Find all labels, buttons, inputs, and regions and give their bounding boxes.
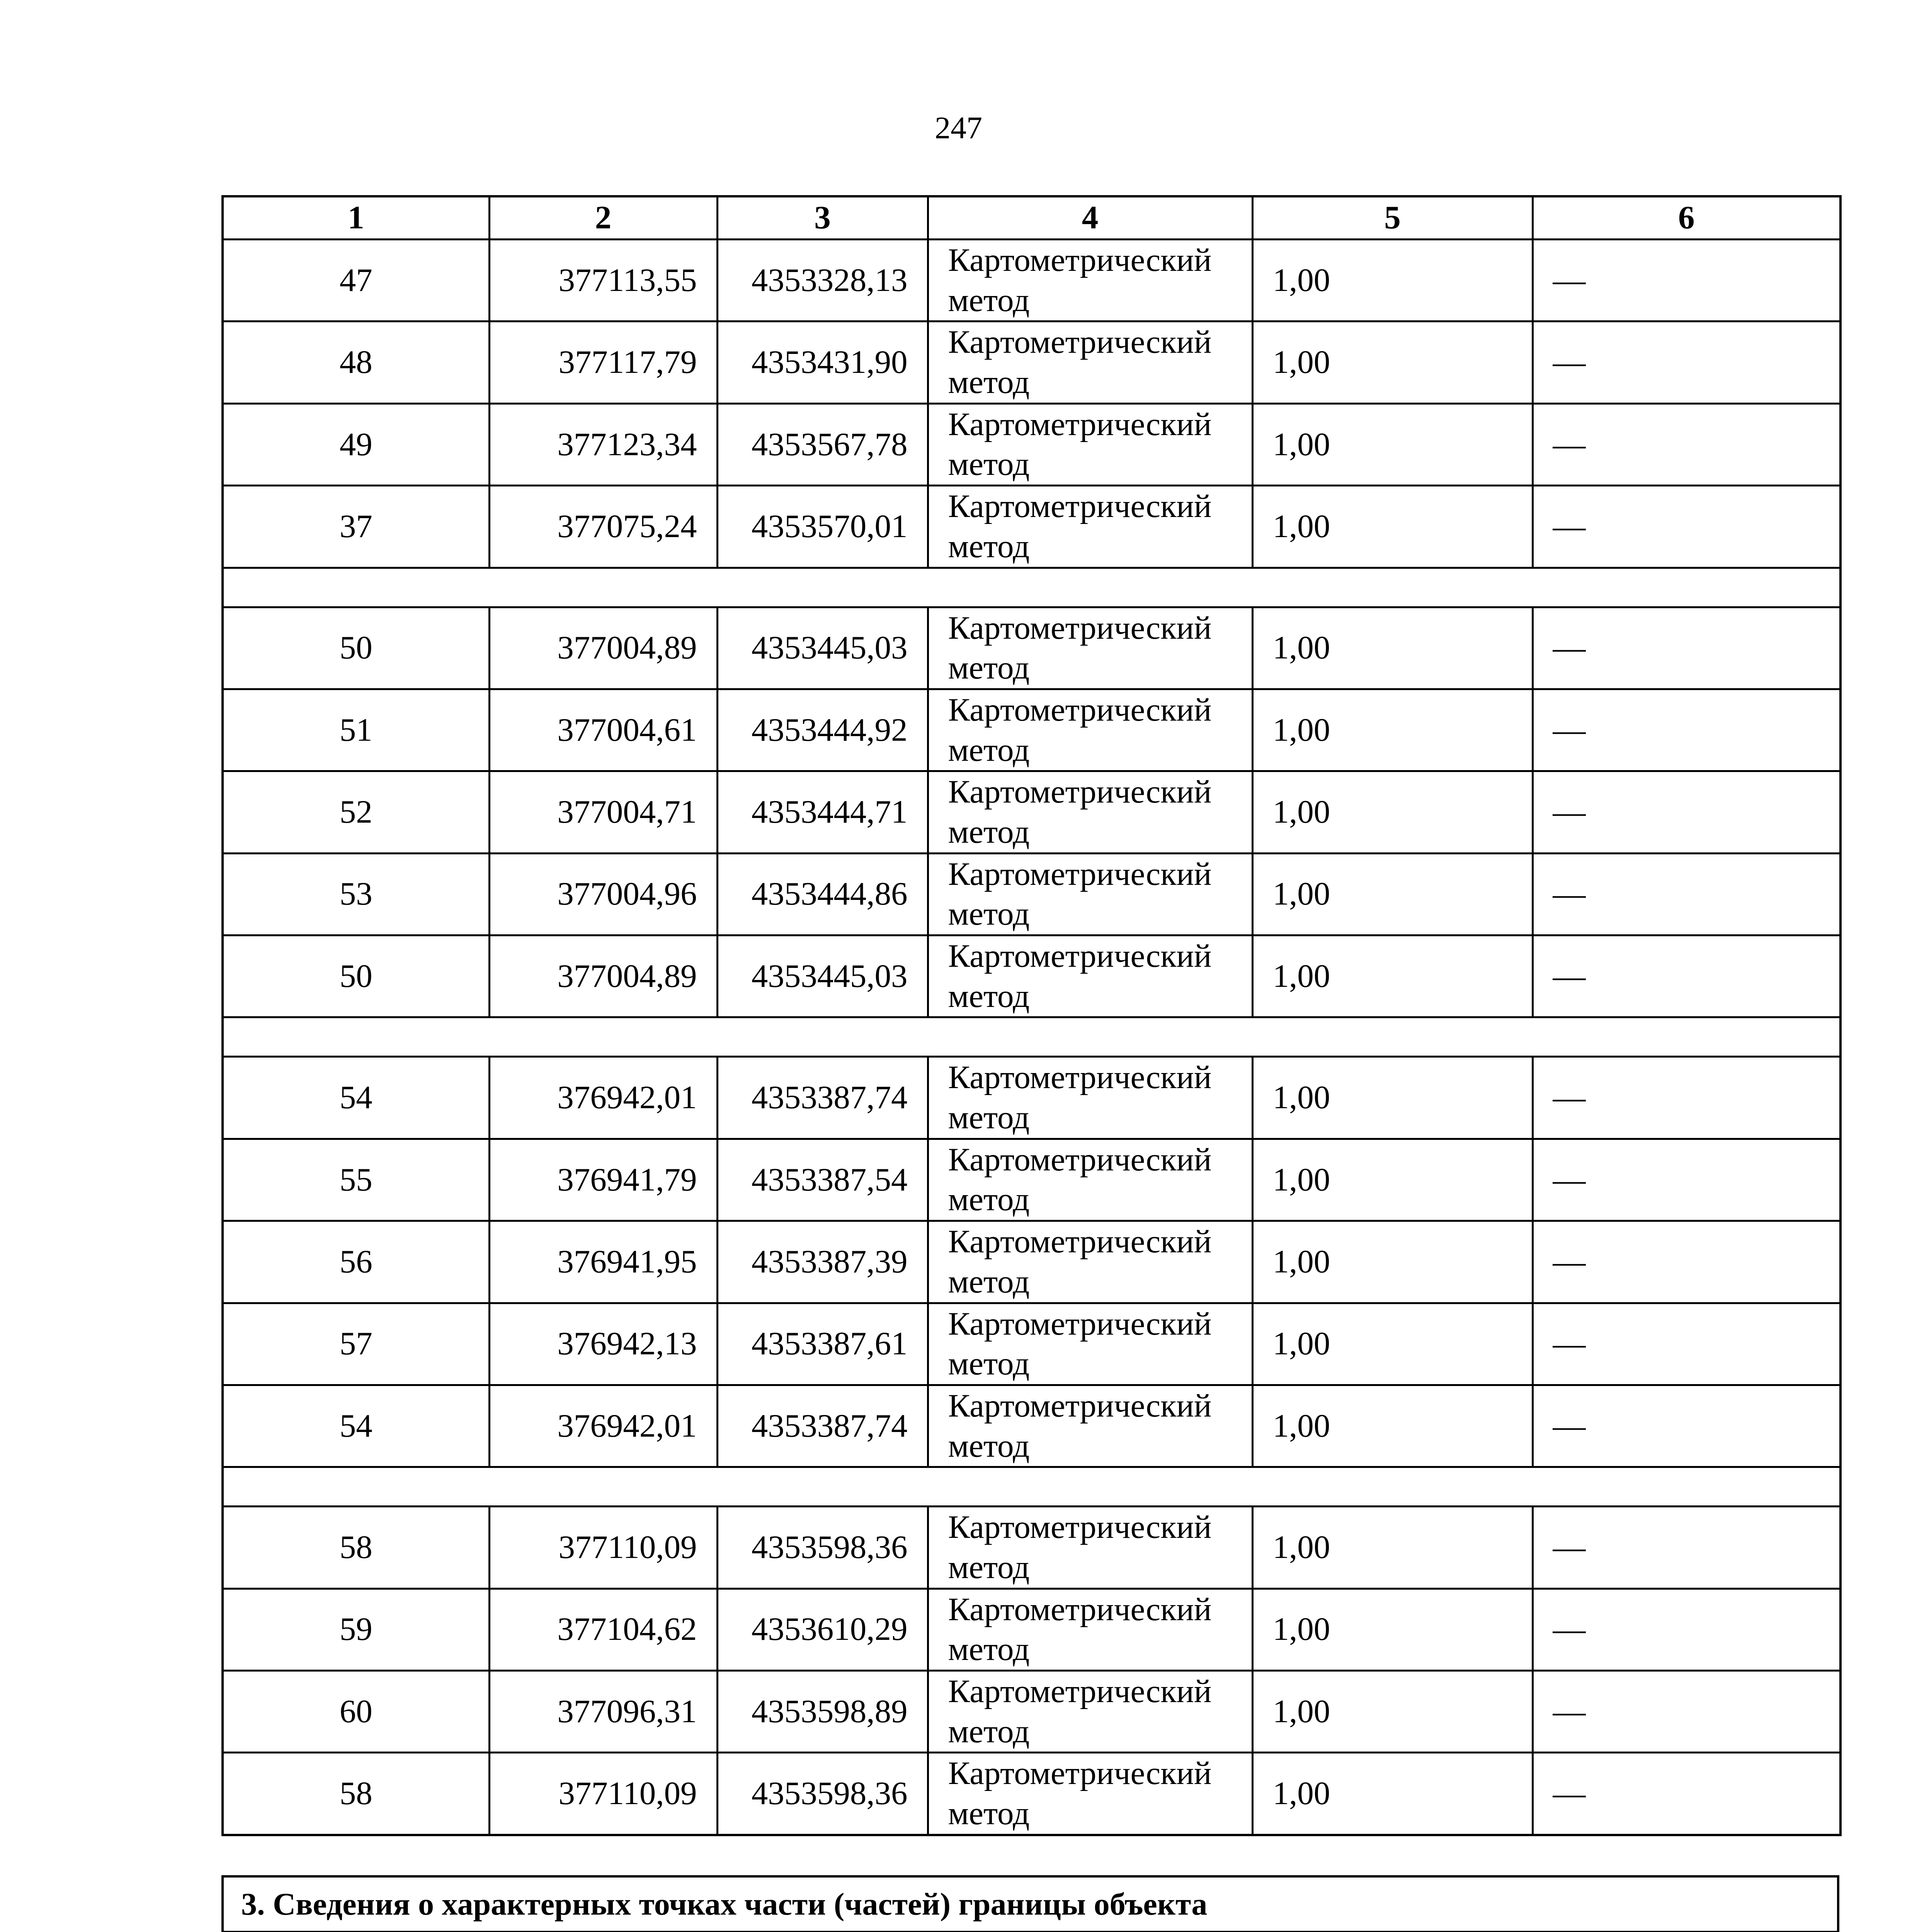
col-number: 5 [1252,196,1533,240]
accuracy-cell: 1,00 [1252,1303,1533,1385]
table-row [223,1588,1840,1670]
coord-x-cell: 377123,34 [489,403,717,485]
accuracy-cell: 1,00 [1252,689,1533,771]
coord-x-cell: 377004,96 [489,853,717,935]
coord-y-cell: 4353387,39 [717,1221,928,1303]
accuracy-cell: 1,00 [1252,1139,1533,1221]
description-cell: — [1533,1303,1840,1385]
description-cell: — [1533,1507,1840,1588]
table-row [223,240,1840,321]
method-cell: Картометрический метод [928,1057,1252,1139]
col-number: 1 [223,196,489,240]
method-cell: Картометрический метод [928,486,1252,568]
point-number-cell: 37 [223,486,489,568]
coord-x-cell: 377104,62 [489,1588,717,1670]
coord-x-cell: 376942,01 [489,1057,717,1139]
method-cell: Картометрический метод [928,1221,1252,1303]
coord-y-cell: 4353431,90 [717,321,928,403]
page-number: 247 [935,110,982,145]
description-cell: — [1533,607,1840,689]
coord-x-cell: 377004,89 [489,607,717,689]
table-row [223,853,1840,935]
point-number-cell: 53 [223,853,489,935]
coord-y-cell: 4353328,13 [717,240,928,321]
col-number: 6 [1533,196,1840,240]
accuracy-cell: 1,00 [1252,935,1533,1017]
description-cell: — [1533,240,1840,321]
method-cell: Картометрический метод [928,403,1252,485]
coord-x-cell: 376941,79 [489,1139,717,1221]
description-cell: — [1533,1221,1840,1303]
table-row [223,1753,1840,1835]
method-cell: Картометрический метод [928,853,1252,935]
accuracy-cell: 1,00 [1252,853,1533,935]
coord-x-cell: 376941,95 [489,1221,717,1303]
coord-y-cell: 4353387,74 [717,1057,928,1139]
table-row [223,486,1840,568]
point-number-cell: 47 [223,240,489,321]
method-cell: Картометрический метод [928,1588,1252,1670]
point-number-cell: 48 [223,321,489,403]
coord-y-cell: 4353445,03 [717,935,928,1017]
accuracy-cell: 1,00 [1252,771,1533,853]
point-number-cell: 54 [223,1057,489,1139]
coord-x-cell: 377096,31 [489,1671,717,1753]
method-cell: Картометрический метод [928,771,1252,853]
description-cell: — [1533,935,1840,1017]
coord-y-cell: 4353387,74 [717,1385,928,1467]
coord-x-cell: 376942,01 [489,1385,717,1467]
coord-y-cell: 4353444,86 [717,853,928,935]
method-cell: Картометрический метод [928,1671,1252,1753]
coord-y-cell: 4353610,29 [717,1588,928,1670]
coord-y-cell: 4353598,36 [717,1507,928,1588]
point-number-cell: 51 [223,689,489,771]
coord-x-cell: 377004,89 [489,935,717,1017]
coord-x-cell: 377117,79 [489,321,717,403]
point-number-cell: 57 [223,1303,489,1385]
coord-y-cell: 4353598,89 [717,1671,928,1753]
section3-title-block [221,1875,1839,1932]
description-cell: — [1533,1385,1840,1467]
accuracy-cell: 1,00 [1252,1588,1533,1670]
table-row [223,1671,1840,1753]
accuracy-cell: 1,00 [1252,403,1533,485]
coord-y-cell: 4353444,71 [717,771,928,853]
group-separator-row [223,568,1840,607]
table-row [223,1507,1840,1588]
description-cell: — [1533,1753,1840,1835]
col-number: 2 [489,196,717,240]
accuracy-cell: 1,00 [1252,321,1533,403]
coord-x-cell: 377004,71 [489,771,717,853]
coord-x-cell: 376942,13 [489,1303,717,1385]
method-cell: Картометрический метод [928,935,1252,1017]
section3-title-table [221,1875,1839,1932]
coord-x-cell: 377110,09 [489,1507,717,1588]
coord-x-cell: 377075,24 [489,486,717,568]
table-row [223,1303,1840,1385]
accuracy-cell: 1,00 [1252,1753,1533,1835]
method-cell: Картометрический метод [928,689,1252,771]
table-row [223,321,1840,403]
point-number-cell: 60 [223,1671,489,1753]
point-number-cell: 50 [223,607,489,689]
description-cell: — [1533,853,1840,935]
coord-y-cell: 4353567,78 [717,403,928,485]
table-row [223,935,1840,1017]
separator-cell [223,1017,1840,1057]
point-number-cell: 50 [223,935,489,1017]
accuracy-cell: 1,00 [1252,607,1533,689]
coord-x-cell: 377113,55 [489,240,717,321]
method-cell: Картометрический метод [928,1303,1252,1385]
coord-y-cell: 4353444,92 [717,689,928,771]
table-row [223,689,1840,771]
col-number: 3 [717,196,928,240]
points-table [221,195,1842,1836]
separator-cell [223,568,1840,607]
accuracy-cell: 1,00 [1252,486,1533,568]
coord-y-cell: 4353598,36 [717,1753,928,1835]
description-cell: — [1533,689,1840,771]
point-number-cell: 58 [223,1507,489,1588]
coord-y-cell: 4353387,54 [717,1139,928,1221]
table-row [223,1057,1840,1139]
accuracy-cell: 1,00 [1252,240,1533,321]
description-cell: — [1533,771,1840,853]
accuracy-cell: 1,00 [1252,1057,1533,1139]
accuracy-cell: 1,00 [1252,1507,1533,1588]
table-row [223,1221,1840,1303]
description-cell: — [1533,486,1840,568]
table-row [223,403,1840,485]
accuracy-cell: 1,00 [1252,1385,1533,1467]
method-cell: Картометрический метод [928,1507,1252,1588]
column-number-row [223,196,1840,240]
point-number-cell: 54 [223,1385,489,1467]
method-cell: Картометрический метод [928,240,1252,321]
method-cell: Картометрический метод [928,607,1252,689]
point-number-cell: 58 [223,1753,489,1835]
table-row [223,607,1840,689]
separator-cell [223,1467,1840,1507]
accuracy-cell: 1,00 [1252,1671,1533,1753]
section3-title: 3. Сведения о характерных точках части (частей) границы объекта [223,1876,1838,1932]
point-number-cell: 55 [223,1139,489,1221]
description-cell: — [1533,1671,1840,1753]
table-row [223,1385,1840,1467]
coord-y-cell: 4353445,03 [717,607,928,689]
method-cell: Картометрический метод [928,1385,1252,1467]
table-row [223,1139,1840,1221]
description-cell: — [1533,1057,1840,1139]
coord-x-cell: 377110,09 [489,1753,717,1835]
group-separator-row [223,1017,1840,1057]
table-row [223,771,1840,853]
coord-x-cell: 377004,61 [489,689,717,771]
point-number-cell: 56 [223,1221,489,1303]
method-cell: Картометрический метод [928,321,1252,403]
point-number-cell: 49 [223,403,489,485]
method-cell: Картометрический метод [928,1139,1252,1221]
method-cell: Картометрический метод [928,1753,1252,1835]
description-cell: — [1533,1139,1840,1221]
coord-y-cell: 4353387,61 [717,1303,928,1385]
accuracy-cell: 1,00 [1252,1221,1533,1303]
coord-y-cell: 4353570,01 [717,486,928,568]
description-cell: — [1533,321,1840,403]
point-number-cell: 59 [223,1588,489,1670]
description-cell: — [1533,403,1840,485]
group-separator-row [223,1467,1840,1507]
points-table-block [221,195,1839,1836]
description-cell: — [1533,1588,1840,1670]
col-number: 4 [928,196,1252,240]
point-number-cell: 52 [223,771,489,853]
